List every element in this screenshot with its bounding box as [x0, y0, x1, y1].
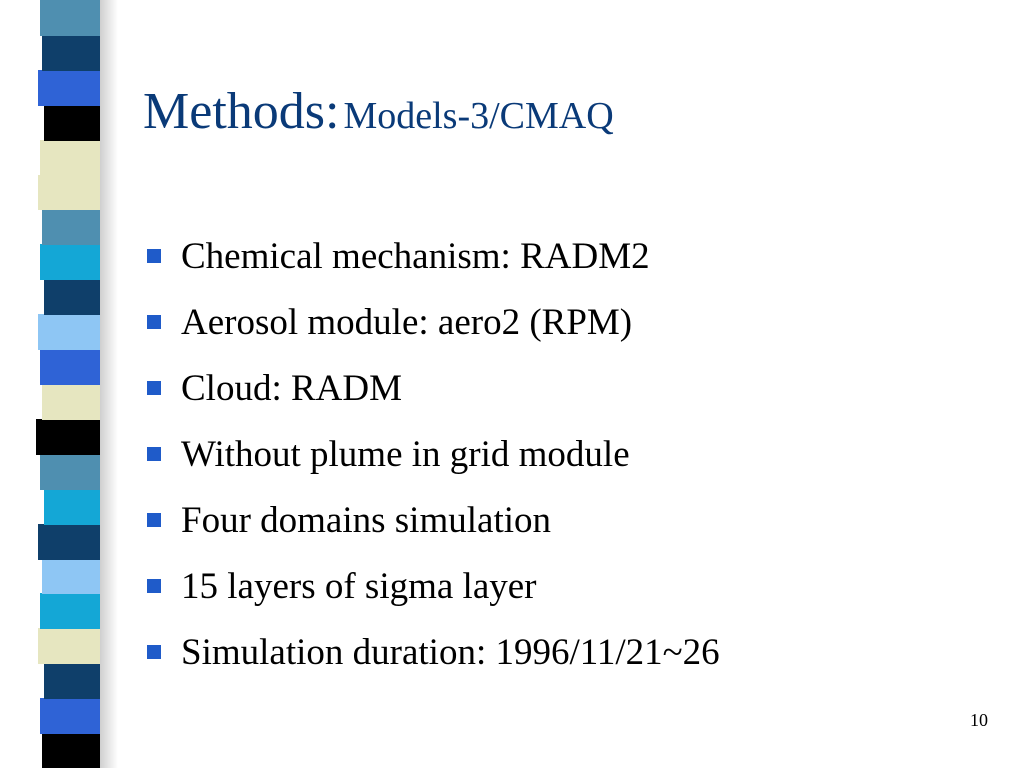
bullet-item	[147, 432, 720, 476]
bullet-item	[147, 234, 720, 278]
bullet-text: Simulation duration: 1996/11/21~26	[181, 631, 720, 673]
slide-title	[143, 83, 614, 140]
stripe-segment	[42, 733, 101, 768]
bullet-text: Aerosol module: aero2 (RPM)	[181, 301, 633, 343]
stripe-segment	[44, 279, 101, 315]
stripe-segment	[40, 349, 101, 385]
bullet-text: Chemical mechanism: RADM2	[181, 235, 650, 277]
stripe-segment	[40, 244, 101, 280]
stripe-segment	[38, 70, 101, 106]
bullet-item	[147, 498, 720, 542]
square-bullet-icon	[147, 645, 161, 659]
stripe-segment	[40, 140, 101, 176]
stripe-segment	[40, 698, 101, 734]
bullet-text: Without plume in grid module	[181, 433, 630, 475]
bullet-text: Four domains simulation	[181, 499, 551, 541]
bullet-item	[147, 630, 720, 674]
stripe-segment	[40, 593, 101, 629]
stripe-segment	[42, 559, 101, 595]
square-bullet-icon	[147, 447, 161, 461]
decorative-stripe-bar	[0, 0, 118, 768]
stripe-segment	[42, 384, 101, 420]
stripe-bar-shadow	[100, 0, 118, 768]
slide-title-main: Methods:	[143, 83, 340, 140]
square-bullet-icon	[147, 249, 161, 263]
stripe-segment	[38, 524, 101, 560]
stripe-segment	[38, 314, 101, 350]
stripe-segment	[44, 489, 101, 525]
square-bullet-icon	[147, 381, 161, 395]
stripe-segment	[42, 209, 101, 245]
bullet-text: 15 layers of sigma layer	[181, 565, 537, 607]
stripe-segment	[44, 663, 101, 699]
stripe-segment	[40, 0, 101, 36]
bullet-text: Cloud: RADM	[181, 367, 403, 409]
stripe-segment	[42, 35, 101, 71]
bullet-item	[147, 564, 720, 608]
square-bullet-icon	[147, 315, 161, 329]
stripe-segment	[44, 105, 101, 141]
slide-title-sub: Models-3/CMAQ	[343, 95, 614, 137]
stripe-segment	[40, 454, 101, 490]
stripe-segment	[38, 628, 101, 664]
square-bullet-icon	[147, 513, 161, 527]
stripe-segment	[36, 419, 101, 455]
page-number: 10	[970, 710, 988, 730]
bullet-list	[147, 234, 720, 696]
stripe-segment	[38, 175, 101, 211]
square-bullet-icon	[147, 579, 161, 593]
bullet-item	[147, 366, 720, 410]
bullet-item	[147, 300, 720, 344]
